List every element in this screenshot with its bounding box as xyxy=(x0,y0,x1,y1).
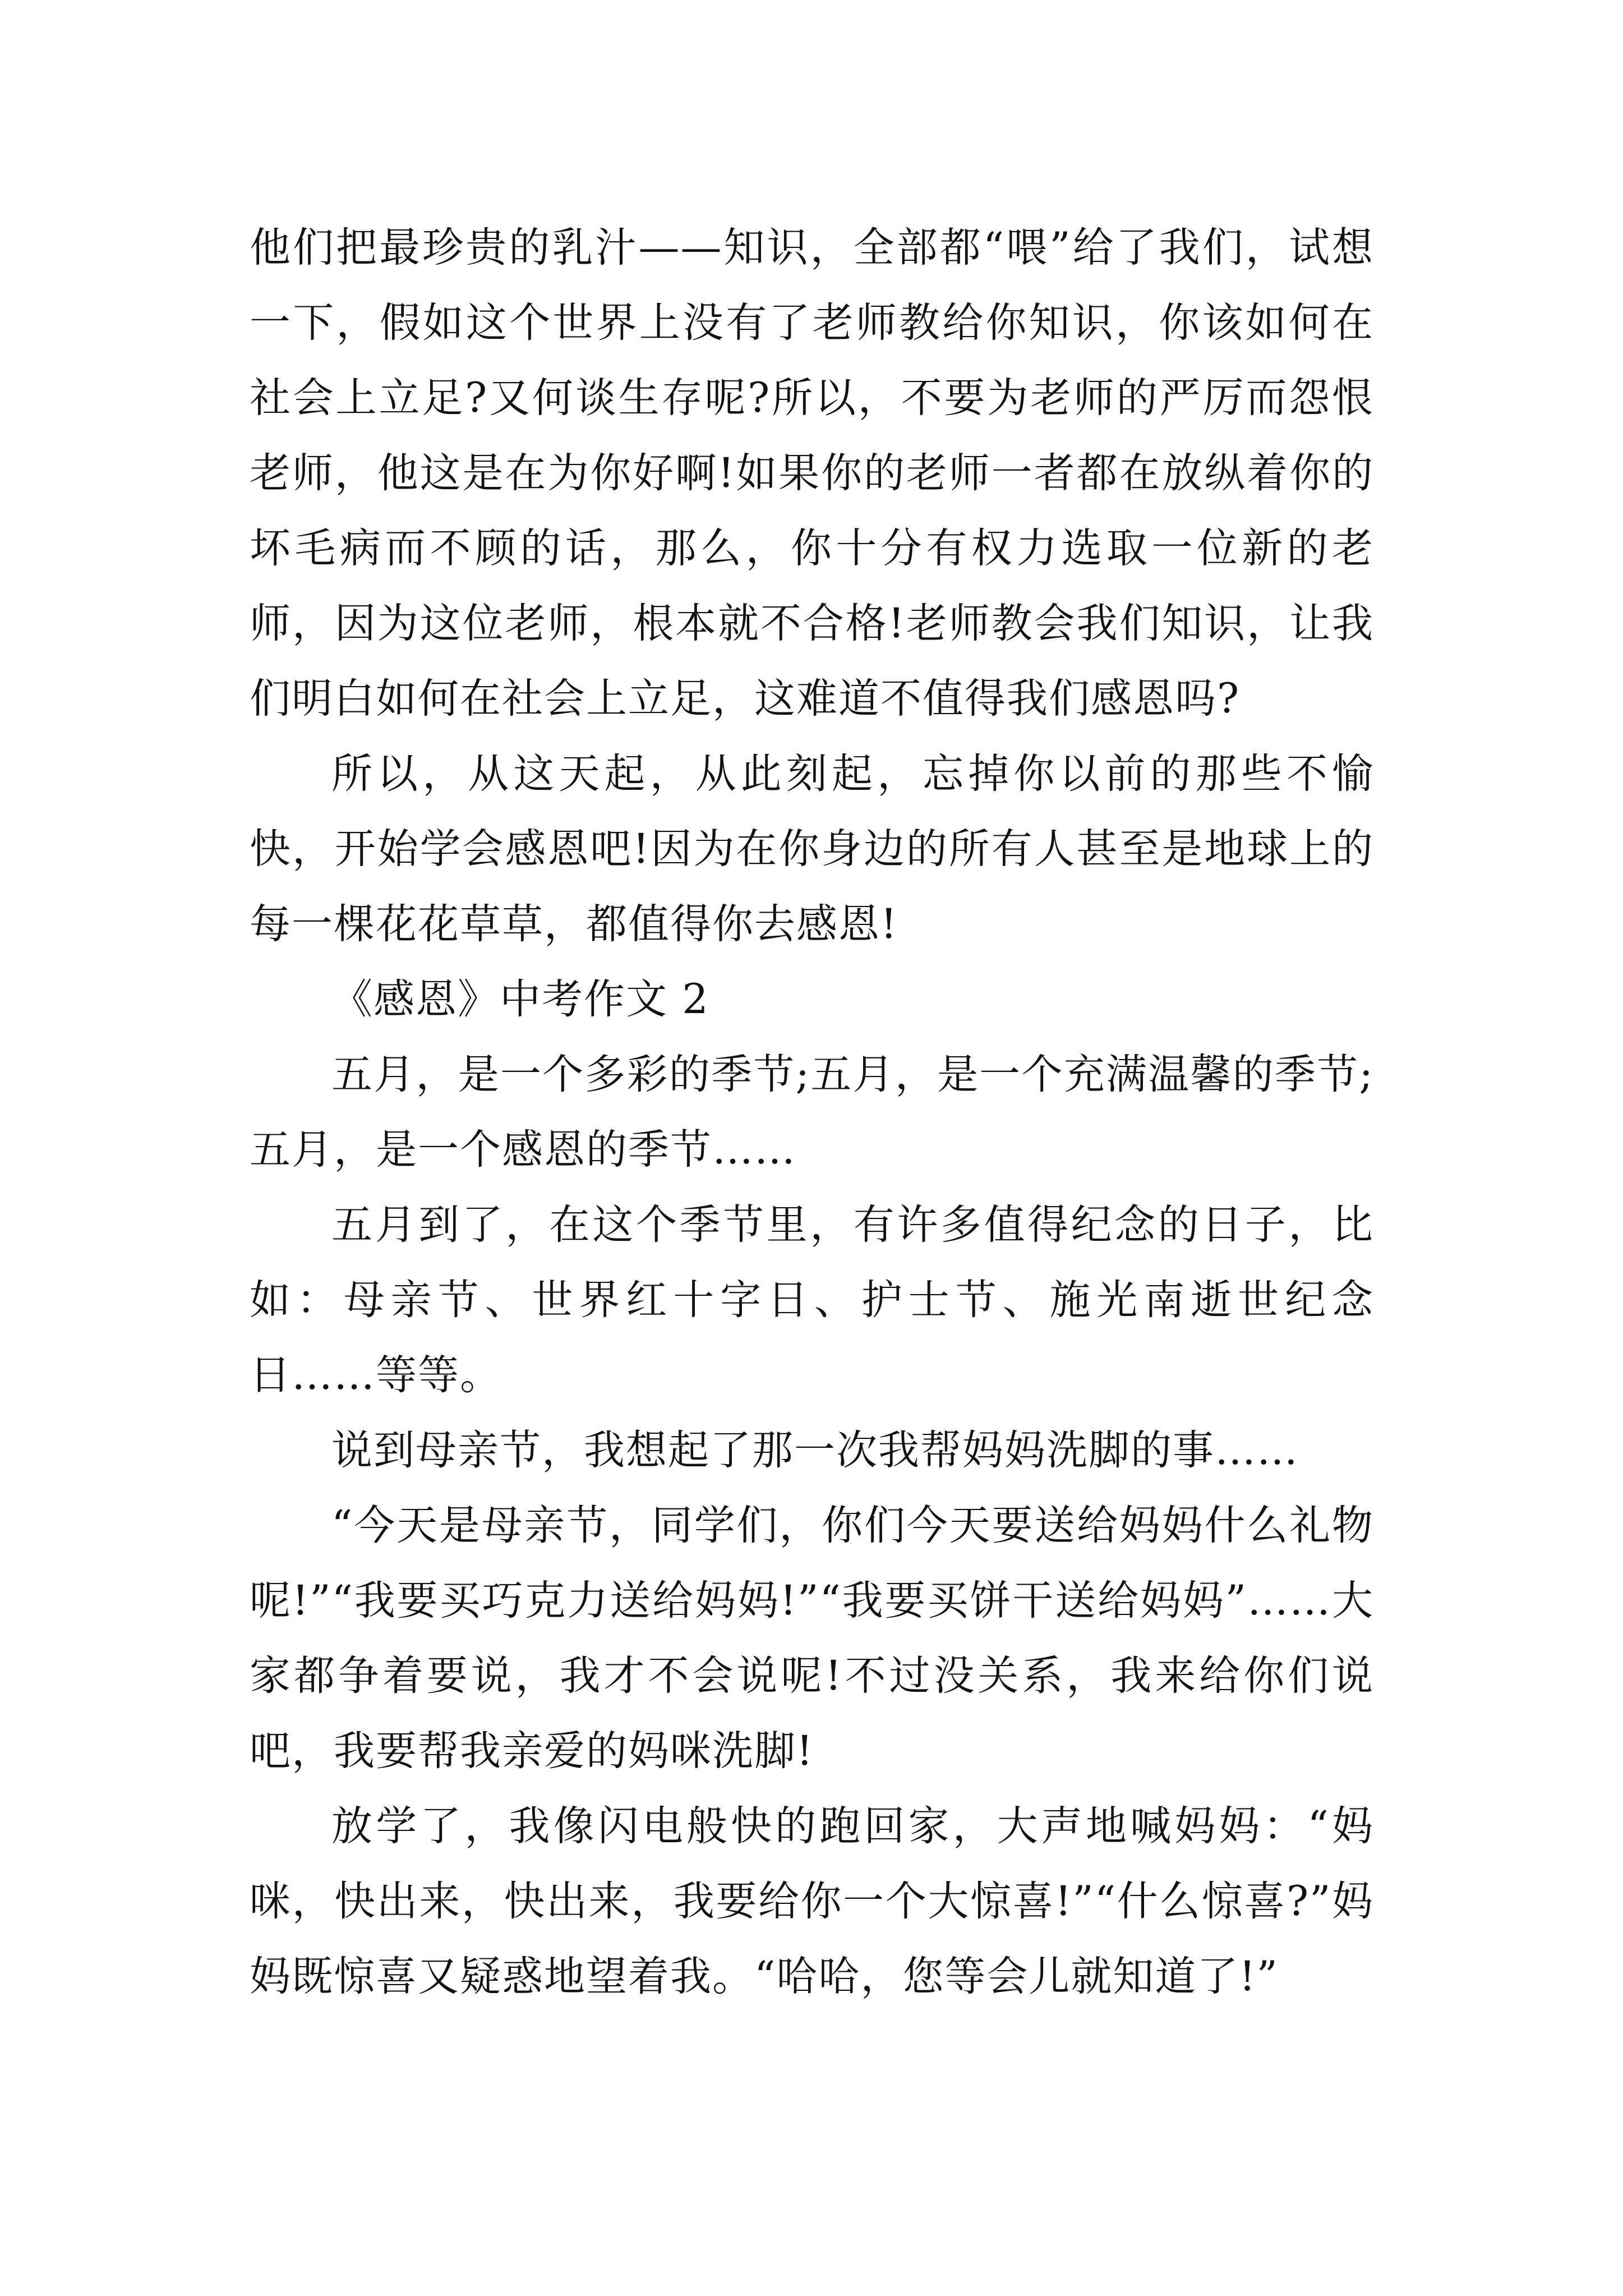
paragraph-4: 五月到了，在这个季节里，有许多值得纪念的日子，比如：母亲节、世界红十字日、护士节、施光南逝世纪念日……等等。 xyxy=(250,1201,1374,1399)
paragraph-2: 所以，从这天起，从此刻起，忘掉你以前的那些不愉快，开始学会感恩吧!因为在你身边的所有人甚至是地球上的每一棵花花草草，都值得你去感恩! xyxy=(250,750,1374,948)
paragraph-5: 说到母亲节，我想起了那一次我帮妈妈洗脚的事…… xyxy=(331,1427,1299,1474)
paragraph-1: 他们把最珍贵的乳汁——知识，全部都“喂”给了我们，试想一下，假如这个世界上没有了老师教给你知识，你该如何在社会上立足?又何谈生存呢?所以，不要为老师的严厉而怨恨老师，他这是在为你好啊!如果你的老师一者都在放纵着你的坏毛病而不顾的话，那么，你十分有权力选取一位新的老师，因为这位老师，根本就不合格!老师教会我们知识，让我们明白如何在社会上立足，这难道不值得我们感恩吗? xyxy=(250,224,1374,723)
essay-title-2: 《感恩》中考作文 2 xyxy=(331,976,709,1023)
paragraph-6: “今天是母亲节，同学们，你们今天要送给妈妈什么礼物呢!”“我要买巧克力送给妈妈!”“我要买饼干送给妈妈”……大家都争着要说，我才不会说呢!不过没关系，我来给你们说吧，我要帮我亲爱的妈咪洗脚! xyxy=(250,1502,1374,1775)
paragraph-7: 放学了，我像闪电般快的跑回家，大声地喊妈妈：“妈咪，快出来，快出来，我要给你一个大惊喜!”“什么惊喜?”妈妈既惊喜又疑惑地望着我。“哈哈，您等会儿就知道了!” xyxy=(250,1802,1374,2000)
essay-body xyxy=(250,210,1374,2014)
paragraph-3: 五月，是一个多彩的季节;五月，是一个充满温馨的季节;五月，是一个感恩的季节…… xyxy=(250,1051,1374,1174)
